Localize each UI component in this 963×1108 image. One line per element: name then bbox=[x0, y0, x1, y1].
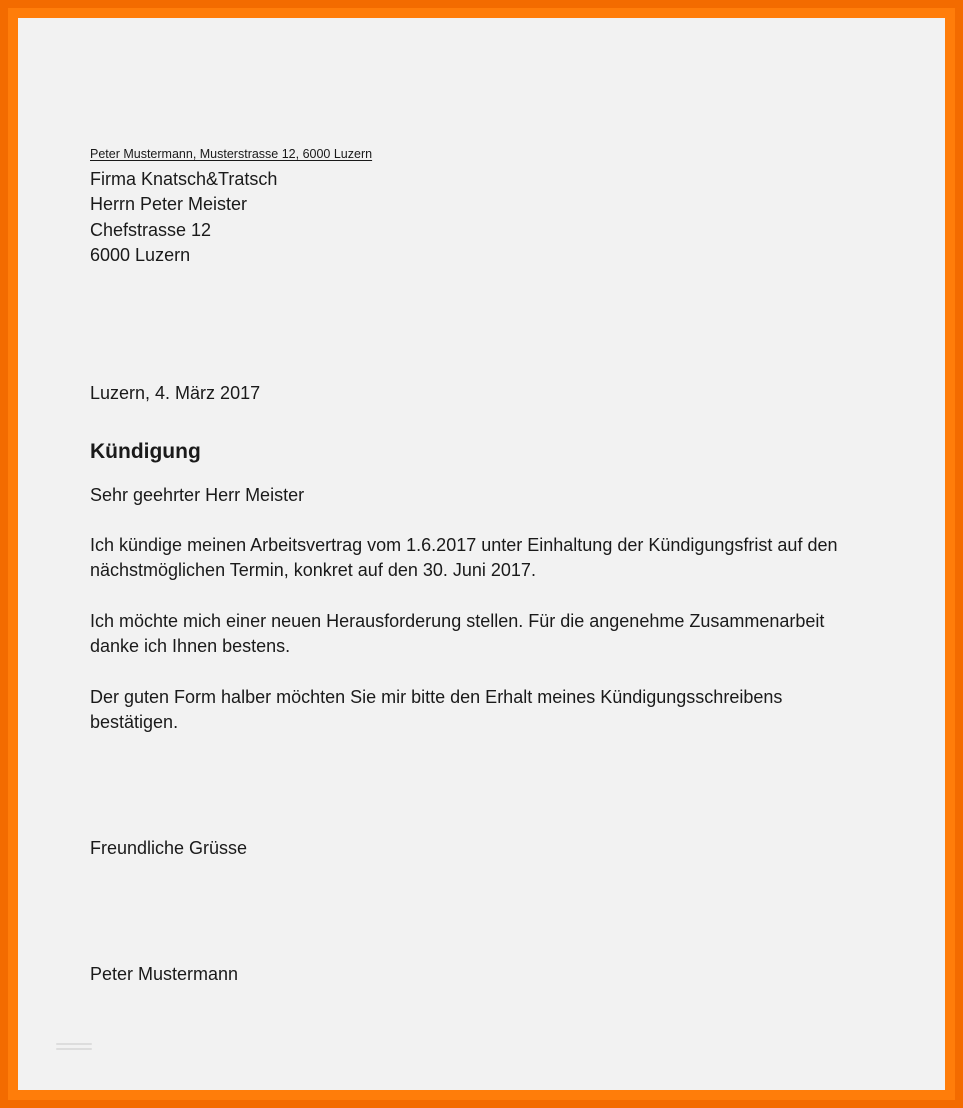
recipient-city: 6000 Luzern bbox=[90, 244, 191, 265]
faint-watermark bbox=[56, 1040, 92, 1050]
recipient-address-block bbox=[90, 167, 277, 268]
letter-closing: Freundliche Grüsse bbox=[90, 838, 248, 858]
letter-subject: Kündigung bbox=[90, 440, 201, 463]
recipient-street: Chefstrasse 12 bbox=[90, 219, 212, 240]
letter-date: Luzern, 4. März 2017 bbox=[90, 383, 261, 403]
body-paragraph-3: Der guten Form halber möchten Sie mir bitte den Erhalt meines Kündigungsschreibens bestätigen. bbox=[90, 687, 783, 733]
sender-address-line: Peter Mustermann, Musterstrasse 12, 6000 Luzern bbox=[90, 147, 373, 161]
recipient-name: Herrn Peter Meister bbox=[90, 194, 248, 215]
body-paragraph-1: Ich kündige meinen Arbeitsvertrag vom 1.6.2017 unter Einhaltung der Kündigungsfrist auf den nächstmöglichen Termin, konkret auf den 30. Juni 2017. bbox=[90, 535, 838, 581]
signature-name: Peter Mustermann bbox=[90, 964, 239, 984]
body-paragraph-2: Ich möchte mich einer neuen Herausforderung stellen. Für die angenehme Zusammenarbeit danke ich Ihnen bestens. bbox=[90, 611, 825, 657]
letter-page bbox=[18, 18, 945, 1090]
recipient-company: Firma Knatsch&Tratsch bbox=[90, 169, 278, 189]
letter-salutation: Sehr geehrter Herr Meister bbox=[90, 485, 305, 505]
